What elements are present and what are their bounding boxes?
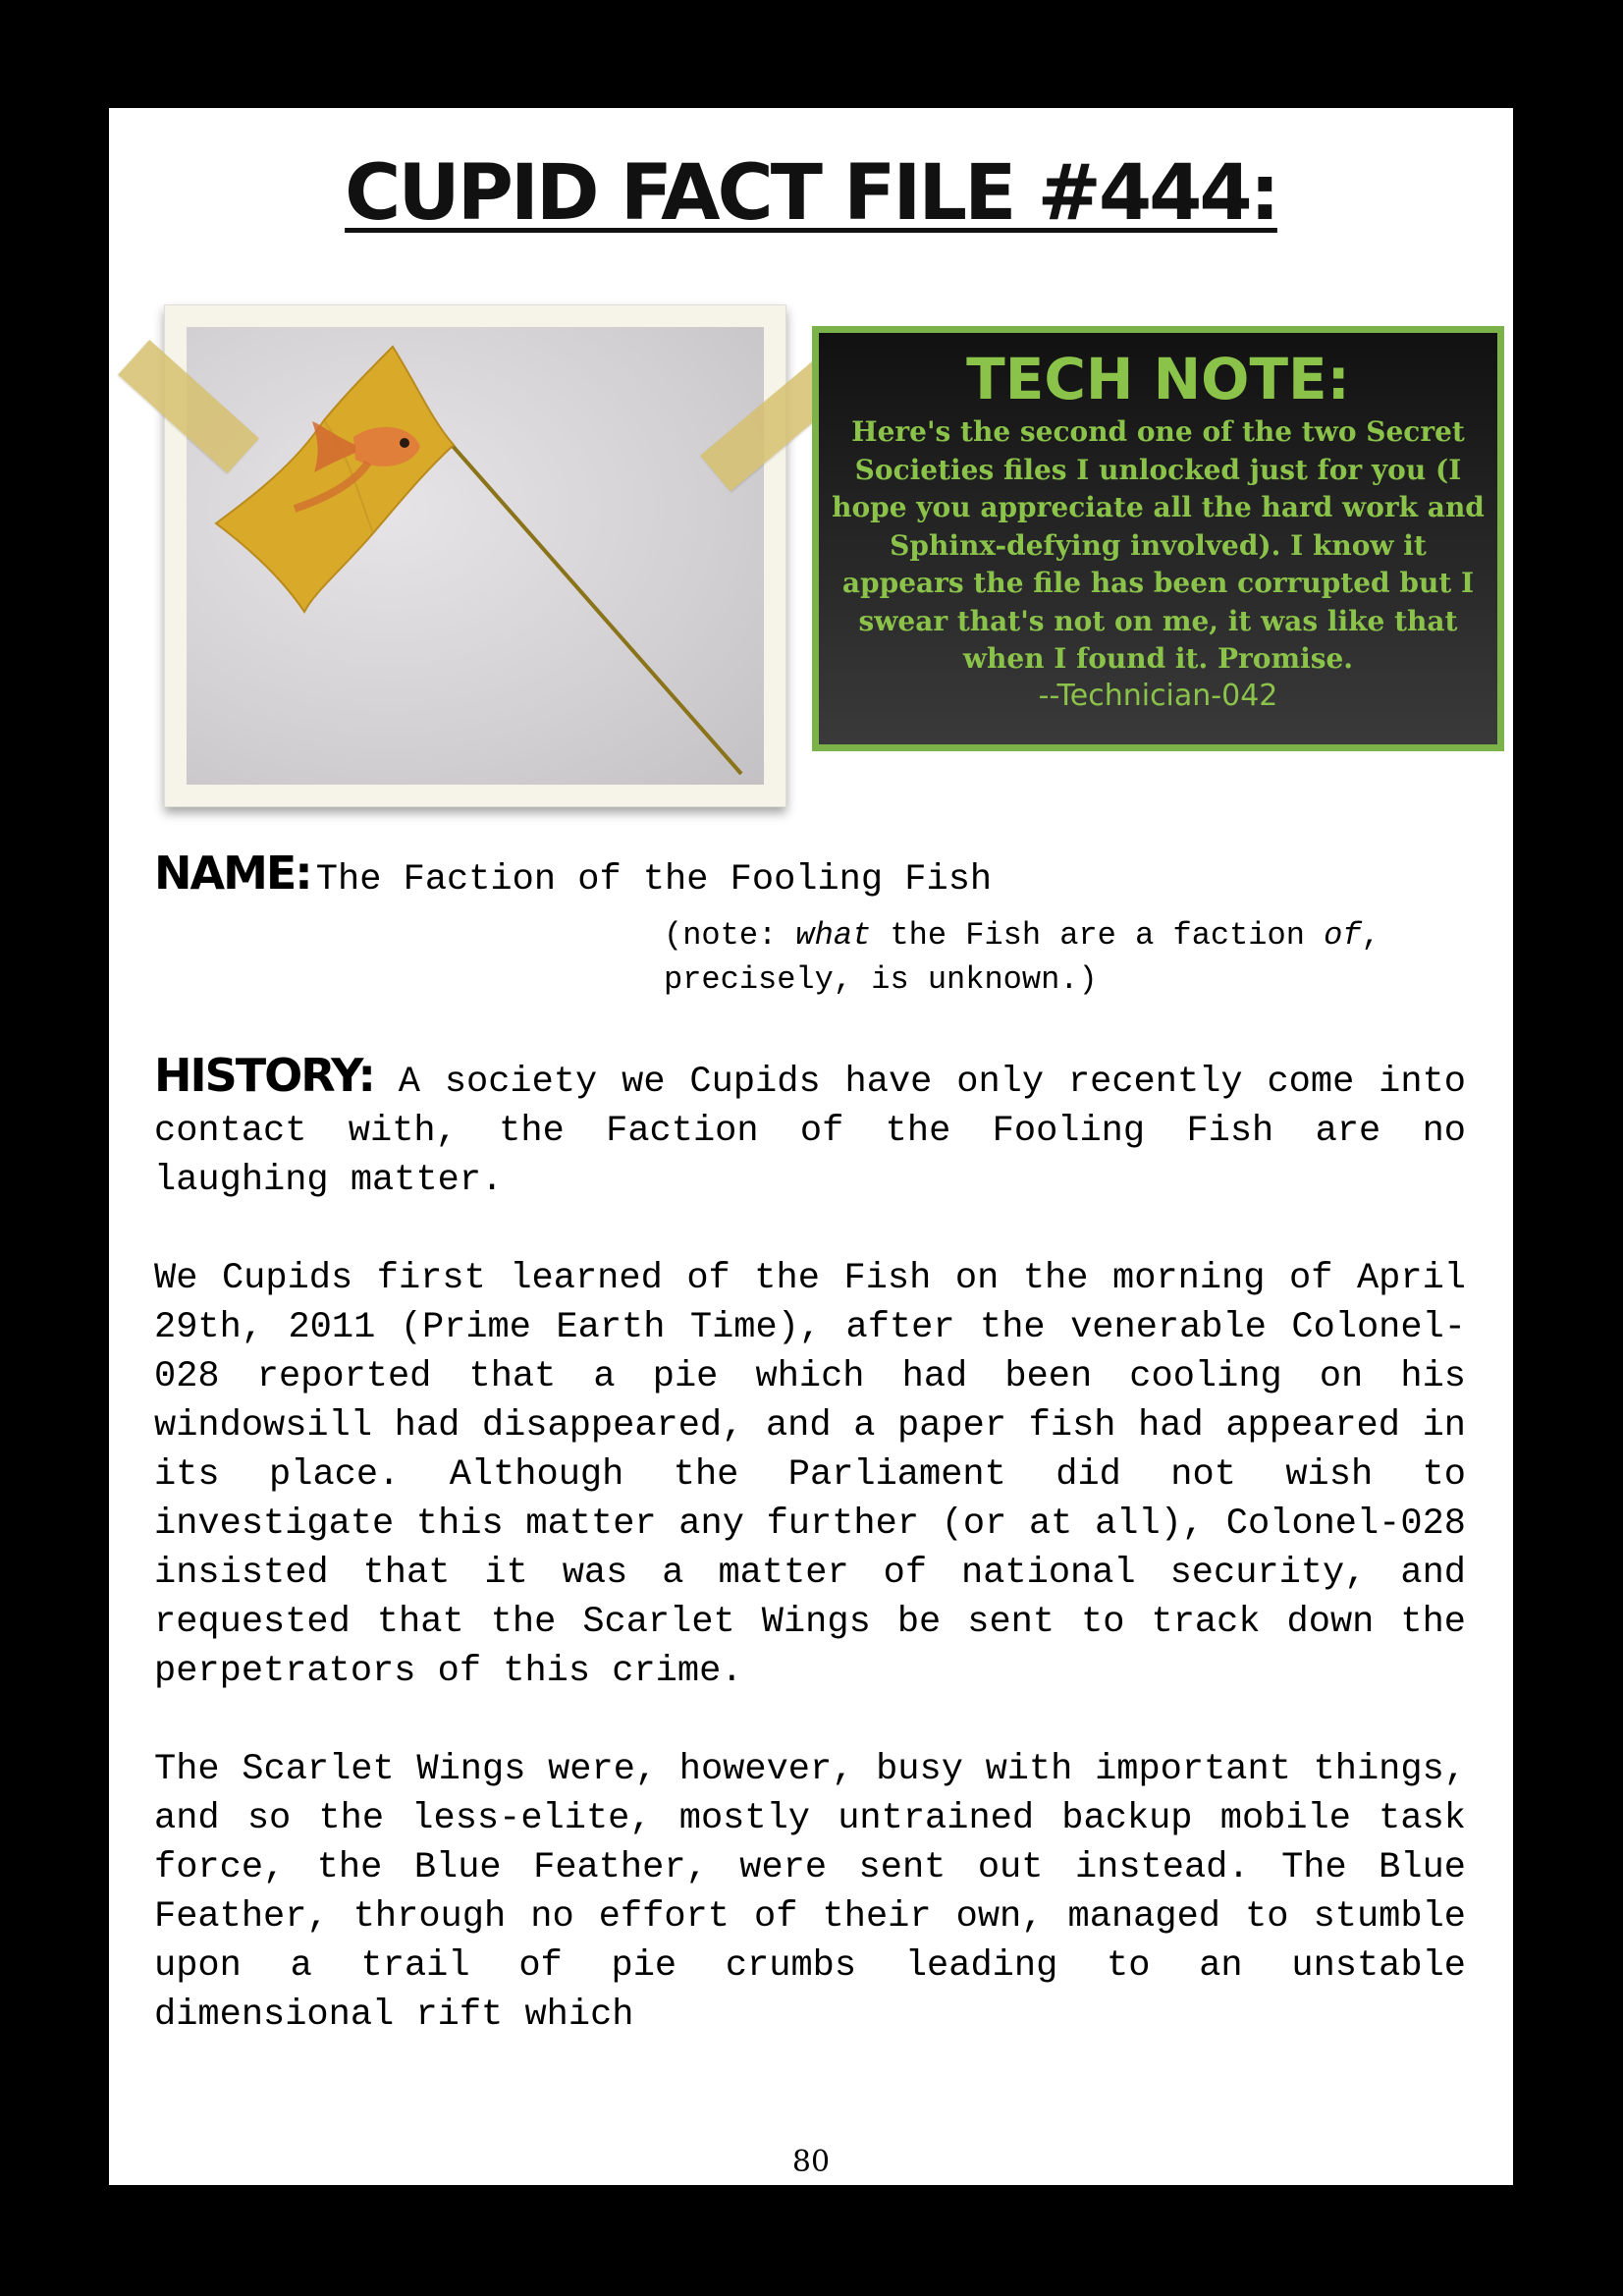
history-section [154,1051,1466,2089]
name-note-middle: the Fish are a faction [871,917,1325,954]
name-note-what: what [795,917,872,954]
name-note-prefix: (note: [664,917,796,954]
name-value: The Faction of the Fooling Fish [315,859,993,901]
flag-cloth [216,347,454,612]
name-label: NAME: [154,847,311,900]
tech-note-signature: --Technician-042 [1038,678,1278,713]
history-label: HISTORY: [154,1049,374,1102]
polaroid-photo [164,304,786,807]
flag-pole [452,445,741,774]
tech-note-body: Here's the second one of the two Secret Societies files I unlocked just for you (I hope you appreciate all the hard work and Sphinx-defying involved). I know it appears the file has been corrupted but I swear that's not on me, it was like that when I found it. Promise. [832,415,1485,675]
page-title: CUPID FACT FILE #444: [345,149,1277,238]
name-note-of: of [1324,917,1362,954]
history-paragraph-1: A society we Cupids have only recently come into contact with, the Faction of the Fooling Fish are no laughing matter. [154,1062,1466,1201]
name-section [154,847,992,901]
page-number: 80 [791,2145,831,2179]
fish-flag-image [187,327,764,785]
name-note-suffix: , precisely, is unknown.) [664,917,1380,998]
history-paragraph-3: The Scarlet Wings were, however, busy with important things, and so the less-elite, mostly untrained backup mobile task force, the Blue Feather, were sent out instead. The Blue Feather, through no effort of their own, managed to stumble upon a trail of pie crumbs leading to an unstable dimensional rift which [154,1749,1466,2036]
history-paragraph-2: We Cupids first learned of the Fish on the morning of April 29th, 2011 (Prime Earth Time), after the venerable Colonel-028 reported that a pie which had been cooling on his windowsill had disappeared, and a paper fish had appeared in its place. Although the Parliament did not wish to investigate this matter any further (or at all), Colonel-028 insisted that it was a matter of national security, and requested that the Scarlet Wings be sent to track down the perpetrators of this crime. [154,1258,1466,1692]
name-note [664,913,1410,1002]
document-page [109,108,1513,2185]
tech-note-box [812,326,1504,751]
tech-note-title: TECH NOTE: [966,346,1350,412]
